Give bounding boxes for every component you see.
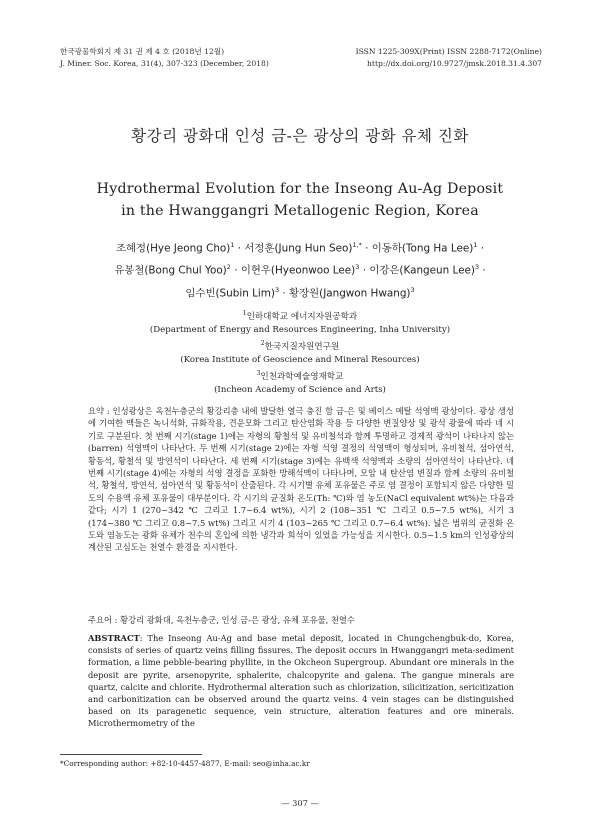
author-list — [0, 236, 600, 303]
author-affiliation-mark: 3 — [274, 285, 280, 294]
author-affiliation-mark: 1,* — [352, 241, 362, 249]
title-korean: 황강리 광화대 인성 금-은 광상의 광화 유체 진화 — [131, 127, 469, 145]
author-line-3 — [0, 281, 600, 303]
author-affiliation-mark: 2 — [226, 263, 231, 272]
affiliation-ko — [0, 367, 600, 384]
author-separator: · — [230, 264, 241, 277]
author-affiliation-mark: 3 — [474, 263, 480, 272]
affiliation-mark: 2 — [260, 339, 265, 347]
title-english-line-1: Hydrothermal Evolution for the Inseong Au-Ag Deposit — [96, 181, 504, 197]
author-name: 이강은(Kangeun Lee) — [369, 264, 475, 277]
journal-header-right — [356, 46, 542, 70]
affiliation-mark: 1 — [242, 310, 247, 317]
author-line-2 — [0, 258, 600, 280]
author-separator: · — [477, 242, 485, 255]
title-english-line-2: in the Hwanggangri Metallogenic Region, Korea — [121, 203, 479, 219]
affiliation-ko — [0, 307, 600, 324]
journal-citation-ko: 한국광물학회지 제 31 권 제 4 호 (2018년 12월) — [60, 47, 225, 56]
doi-link[interactable]: http://dx.doi.org/10.9727/jmsk.2018.31.4.307 — [367, 59, 542, 68]
author-affiliation-mark: 1 — [230, 241, 235, 249]
affiliation-name-ko: 인천과학예술영재학교 — [260, 371, 344, 382]
author-name: 서정훈(Jung Hun Seo) — [244, 242, 353, 255]
affiliations — [0, 307, 600, 397]
page-number: — 307 — — [281, 798, 319, 808]
keywords-korean: 주요어 : 황강리 광화대, 옥천누층군, 인성 금-은 광상, 유체 포유물, 천열수 — [88, 615, 355, 625]
affiliation-name-ko: 한국지질자원연구원 — [264, 341, 340, 352]
affiliation-ko — [0, 337, 600, 354]
title-english — [0, 178, 600, 222]
author-name: 이현우(Hyeonwoo Lee) — [240, 264, 356, 277]
author-name: 임수빈(Subin Lim) — [185, 287, 275, 300]
abstract-english-text: : The Inseong Au-Ag and base metal deposit, located in Chungchengbuk-do, Korea, consists of series of quartz veins filling fissures. The deposit occurs in Hwanggangri meta-sediment formation, a lime pebble-bearing phyllite, in the Okcheon Supergroup. Abundant ore minerals in the deposit are pyrite, arsenopyrite, sphalerite, chalcopyrite and galena. The gangue minerals are quartz, calcite and chlorite. Hydrothermal alteration such as chlorization, silicitization, sericitization and carbonitization can be observed around the quartz veins. 4 vein stages can be distinguished based on its paragenetic sequence, vein structure, alteration features and ore minerals. Microthermometry of the — [88, 633, 514, 729]
author-name: 이동하(Tong Ha Lee) — [371, 242, 474, 255]
author-affiliation-mark: 1 — [473, 241, 478, 249]
abstract-korean: 요약 : 인성광상은 옥천누층군의 황강리층 내에 발달한 열극 충진 함 금-은 및 베이스 메탈 석영맥 광상이다. 광상 생성에 기여한 맥들은 녹니석화, 규화작용, 견운모화 그리고 탄산염화 작용 등 다양한 변질양상 및 광석 광물에 따라 네 시기로 구분된다. 첫 번째 시기(stage 1)에는 자형의 황철석 및 유비철석과 함께 투명하고 경제적 광석이 나타나지 않는(barren) 석영맥이 나타난다. 두 번째 시기(stage 2)에는 자형 석영 결정의 석영맥이 형성되며, 유비철석, 섬아연석, 황동석, 황철석 및 방연석이 나타난다. 세 번째 시기(stage 3)에는 유백색 석영맥과 소량의 섬아연석이 나타난다. 네 번째 시기(stage 4)에는 자형의 석영 결정을 포화한 방해석맥이 나타나며, 모암 내 탄산염 변질과 함께 소량의 유비철석, 황철석, 방연석, 섬아연석 및 황동석이 산출된다. 각 시기별 유체 포유물은 주로 염 결정이 포함되지 않은 다양한 밀도의 수용액 유체 포유물이 대부분이다. 각 시기의 균질화 온도(Th: ℃)와 염 농도(NaCl equivalent wt%)는 다음과 같다; 시기 1 (270~342 ℃ 그리고 1.7~6.4 wt%), 시기 2 (108~351 ℃ 그리고 0.5~7.5 wt%), 시기 3 (174~380 ℃ 그리고 0.8~7.5 wt%) 그리고 시기 4 (103~265 ℃ 그리고 0.7~6.4 wt%). 넓은 범위의 균질화 온도와 염농도는 광화 유체가 천수의 혼입에 의한 냉각과 희석이 있었을 가능성을 지시한다. 0.5~1.5 km의 인성광상의 계산된 고심도는 천열수 환경을 지시한다. — [88, 406, 514, 553]
corresponding-author-footnote: *Corresponding author: +82-10-4457-4877, E-mail: seo@inha.ac.kr — [60, 759, 310, 768]
affiliation-mark: 3 — [256, 369, 261, 377]
issn-line: ISSN 1225-309X(Print) ISSN 2288-7172(Online) — [355, 47, 542, 56]
journal-header-left — [60, 46, 269, 70]
journal-citation-en: J. Miner. Soc. Korea, 31(4), 307-323 (December, 2018) — [60, 59, 269, 68]
abstract-label: ABSTRACT — [88, 633, 140, 643]
author-separator: · — [359, 264, 370, 277]
author-separator: · — [279, 287, 290, 300]
affiliation-en: (Incheon Academy of Science and Arts) — [214, 384, 386, 395]
author-name: 유봉철(Bong Chul Yoo) — [114, 264, 227, 277]
author-line-1 — [0, 236, 600, 258]
footnote-rule — [60, 754, 202, 755]
affiliation-en: (Department of Energy and Resources Engineering, Inha University) — [149, 324, 451, 335]
author-affiliation-mark: 3 — [410, 285, 415, 294]
abstract-english — [88, 632, 514, 730]
author-separator: · — [234, 242, 245, 255]
author-separator: · — [361, 242, 372, 255]
author-name: 황장원(Jangwon Hwang) — [289, 287, 411, 300]
affiliation-name-ko: 인하대학교 에너지자원공학과 — [246, 311, 358, 322]
author-name: 조혜정(Hye Jeong Cho) — [115, 242, 231, 255]
author-separator: · — [479, 264, 486, 277]
affiliation-en: (Korea Institute of Geoscience and Mineral Resources) — [180, 354, 420, 365]
author-affiliation-mark: 3 — [355, 263, 360, 272]
